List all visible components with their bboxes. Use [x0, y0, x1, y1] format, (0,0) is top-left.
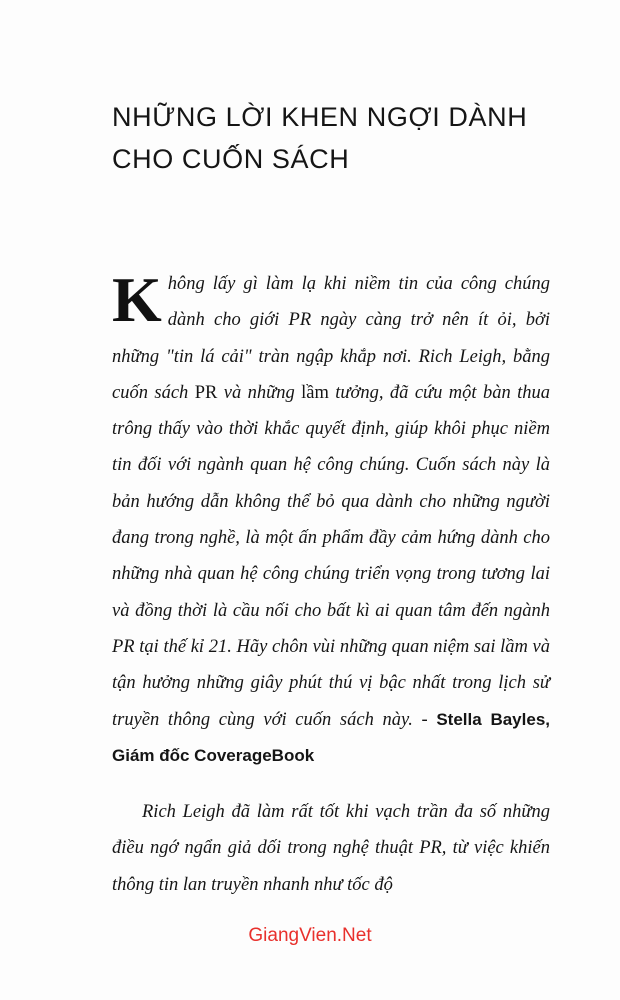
title-line-2: CHO CUỐN SÁCH	[112, 144, 350, 174]
paragraph-1-lam: lầm	[301, 382, 329, 403]
drop-cap: K	[112, 264, 162, 335]
paragraph-1-pr: PR	[194, 382, 218, 403]
title-line-1: NHỮNG LỜI KHEN NGỢI DÀNH	[112, 102, 528, 132]
paragraph-1-text-c: tưởng, đã cứu một bàn thua trông thấy vào thời khắc quyết định, giúp khôi phục niềm tin đối với ngành quan hệ công chúng. Cuốn sách này là bản hướng dẫn không thể bỏ qua dành cho những người đang trong nghề, là một ấn phẩm đầy cảm hứng dành cho những nhà quan hệ công chúng triển vọng trong tương lai và đồng thời là cầu nối cho bất kì ai quan tâm đến ngành PR tại thế kỉ 21. Hãy chôn vùi những quan niệm sai lầm và tận hưởng những giây phút thú vị bậc nhất trong lịch sử truyền thông cùng với cuốn sách này. -	[112, 382, 550, 730]
paragraph-1-text-b: và những	[217, 382, 302, 403]
page-title	[112, 96, 582, 180]
paragraph-1-text-a: hông lấy gì làm lạ khi niềm tin của công chúng dành cho giới PR ngày càng trở nên ít ỏi, bởi những "tin lá cải" tràn ngập khắp nơi. Rich Leigh, bằng cuốn sách	[112, 274, 550, 403]
praise-paragraph-1	[112, 266, 550, 774]
watermark: GiangVien.Net	[248, 925, 372, 946]
praise-paragraph-2: Rich Leigh đã làm rất tốt khi vạch trần đa số những điều ngớ ngẩn giả dối trong nghệ thuật PR, từ việc khiến thông tin lan truyền nhanh như tốc độ	[112, 802, 550, 895]
body-text	[112, 266, 550, 903]
attribution: Stella Bayles, Giám đốc CoverageBook	[112, 709, 550, 765]
